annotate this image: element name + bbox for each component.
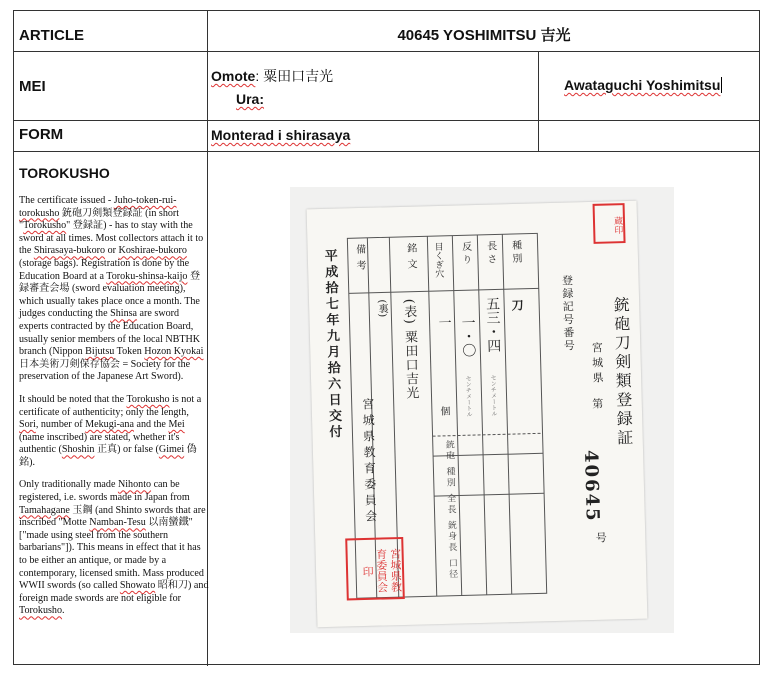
column-divider	[538, 51, 539, 151]
flagged-term: Toroku-shinsa-kaijo	[106, 270, 188, 282]
form-value-text: Monterad i shirasaya	[211, 127, 351, 143]
biko-label: 備考	[353, 243, 366, 277]
paragraph-text: are sword experts contracted by the Education Board, usually senior members of the local NBTHK branch (Nippon	[19, 308, 201, 358]
number-dai: 第	[590, 397, 604, 410]
paragraph-text: Only traditionally made	[19, 479, 118, 491]
paragraph-text: 以南蠻鐵" ["made using steel from the southern barbarians"]). This means in effect that it has to be either an antique, or made by a contemporary, licensed smith. Mass produced WWII swords (so called	[19, 517, 204, 592]
flagged-term: Shoshin	[61, 444, 95, 456]
omote-value: : 粟田口吉光	[255, 68, 334, 84]
flagged-term: Sori	[19, 419, 36, 431]
torokusho-text	[19, 195, 209, 628]
paragraph-text: 玉鋼 (and Shinto swords that are inscribed "Motte	[19, 504, 206, 529]
flagged-term: Torokusho	[19, 605, 63, 617]
sori-value: 一・〇	[459, 315, 477, 358]
juho-labels: 銃砲 種別 全長 銃身長 口径	[443, 439, 458, 581]
form-value	[211, 127, 350, 143]
mei-romaji	[564, 77, 722, 93]
row-divider	[14, 151, 759, 152]
nagasa-value: 五三・四	[483, 296, 502, 353]
flagged-term: Gimei	[158, 444, 185, 456]
torokusho-heading: TOROKUSHO	[19, 165, 110, 181]
cm-unit: センチメートル	[488, 374, 498, 417]
certificate-paper	[307, 201, 648, 627]
flagged-term: Koshirae-bukoro	[118, 245, 187, 257]
flagged-term: Tamahagane	[19, 504, 70, 516]
mekugi-value: 一	[435, 315, 451, 330]
paragraph-text: 昭和刀) and foreign made swords are not eligible for	[19, 580, 209, 604]
row-divider	[14, 51, 759, 52]
paragraph-text: can be registered, i.e. swords made in Japan from	[19, 479, 190, 504]
issue-date: 平成拾七年九月拾六日交付	[321, 248, 342, 441]
paragraph-text: Token	[114, 346, 145, 358]
paragraph-text: 正真) or false (	[94, 444, 159, 456]
registration-number-label: 登録記号番号	[560, 274, 576, 353]
text-cursor	[721, 77, 722, 93]
paragraph-text: 銃砲刀剣類登録証 (in short "	[19, 207, 180, 232]
certificate-title: 銃砲刀剣類登録証	[610, 295, 634, 449]
mei-label: MEI	[19, 78, 46, 95]
article-label: ARTICLE	[19, 27, 84, 44]
paragraph-text: or	[105, 245, 119, 257]
flagged-term: Showato	[119, 580, 156, 592]
certificate-prefecture: 宮城県	[590, 341, 605, 387]
mei-text-value: (表) 粟田口吉光	[400, 298, 419, 401]
torokusho-certificate-image	[290, 187, 674, 633]
number-go: 号	[594, 531, 608, 543]
flagged-term: Bijutsu	[85, 346, 115, 358]
flagged-term: Mei	[168, 419, 185, 431]
registration-number: 40645	[579, 449, 603, 523]
row-divider	[14, 120, 759, 121]
paragraph-text: 日本美術刀剣保存協会 = Society for the preservation of the Japanese Art Sword).	[19, 358, 191, 383]
mei-omote	[211, 66, 333, 86]
shubetsu-value: 刀	[510, 298, 525, 312]
mei-ura-value: (裏)	[375, 299, 388, 318]
torokusho-paragraph-1	[19, 195, 209, 384]
flagged-term: Shirasaya-bukoro	[33, 245, 106, 257]
flagged-term: Torokusho	[126, 393, 170, 405]
paragraph-text: 偽銘).	[19, 444, 197, 468]
flagged-term: Nihonto	[117, 479, 152, 491]
paragraph-text: The certificate issued -	[19, 195, 114, 206]
nagasa-label: 長さ	[484, 240, 497, 267]
corner-seal-stamp: 蔵印	[593, 203, 626, 244]
omote-label: Omote	[211, 68, 256, 84]
flagged-term: Shinsa	[110, 308, 138, 320]
article-title: 40645 YOSHIMITSU 吉光	[397, 27, 571, 44]
mekugi-unit: 個	[437, 405, 450, 417]
flagged-term: Hozon Kyokai	[144, 346, 204, 358]
issuer: 宮城県教育委員会	[360, 397, 378, 526]
cm-unit: センチメートル	[463, 375, 473, 418]
mei-ura: Ura:	[236, 91, 265, 107]
mekugi-label: 目くぎ穴	[432, 241, 444, 279]
flagged-term: Juho-token-rui-torokusho	[19, 195, 177, 219]
issuer-seal-stamp: 宮城県教育委員会印	[345, 537, 405, 600]
form-label: FORM	[19, 126, 64, 143]
paragraph-text: .	[62, 605, 65, 617]
paragraph-text: 登録審査会場 (sword evaluation meeting), which usually takes place once a month. The judges conducting the	[19, 270, 201, 320]
paragraph-text: (name inscribed) are stated, whether it's authentic (	[19, 431, 180, 456]
paragraph-text: , number of	[35, 419, 86, 431]
paragraph-text: (storage bags). Registration is done by the Education Board at a	[19, 257, 190, 282]
paragraph-text: is not a certificate of authenticity; only the length,	[19, 393, 202, 418]
paragraph-text: and the	[133, 419, 169, 431]
flagged-term: Namban-Tesu	[89, 517, 146, 529]
flagged-term: Torokusho	[23, 220, 67, 232]
torokusho-paragraph-3	[19, 479, 209, 618]
torokusho-paragraph-2	[19, 394, 209, 470]
paragraph-text: " 登録証) - has to stay with the sword at all times. Most collectors attach it to the	[19, 220, 204, 257]
flagged-term: Mekugi-ana	[85, 419, 134, 431]
paragraph-text: It should be noted that the	[19, 393, 127, 405]
mei-text-label: 銘文	[404, 242, 417, 275]
shubetsu-label: 種別	[509, 239, 522, 267]
sori-label: 反り	[459, 241, 472, 268]
mei-romaji-text: Awataguchi Yoshimitsu	[564, 77, 721, 93]
